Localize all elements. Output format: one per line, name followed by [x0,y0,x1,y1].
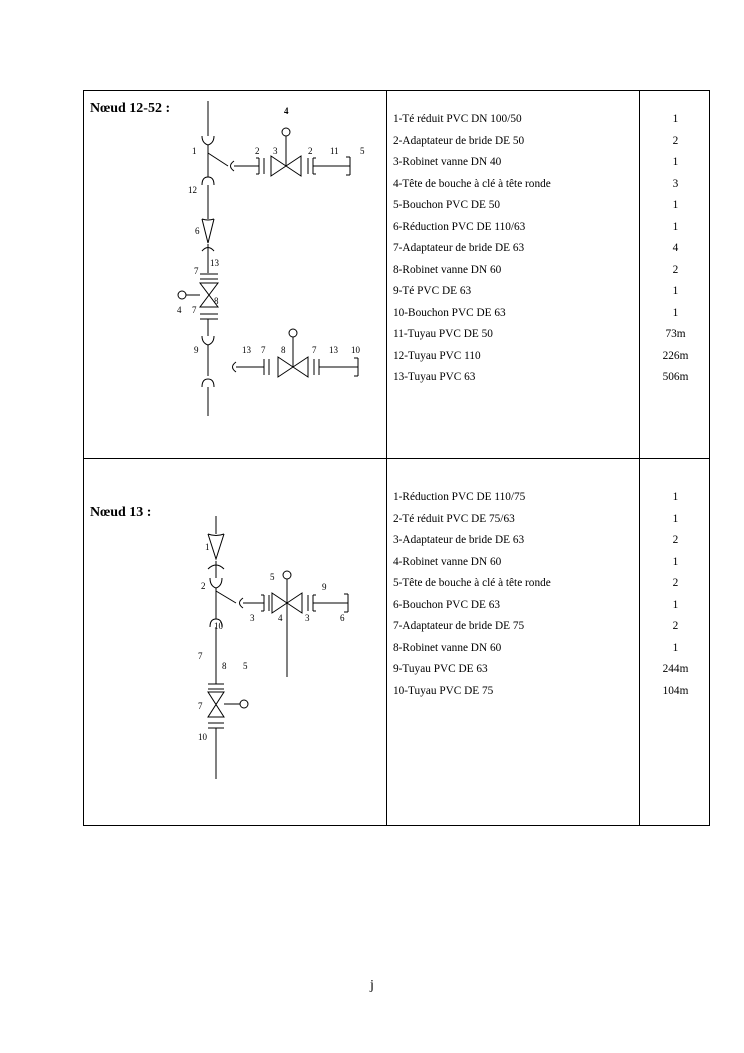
quantity: 1 [672,199,679,211]
list-item: 8-Robinet vanne DN 60 [393,641,502,654]
table-row [84,459,709,825]
quantity: 1 [672,641,679,654]
diagram-label: 5 [243,661,248,671]
diagram-label: 10 [351,345,360,355]
diagram-label: 13 [210,258,219,268]
list-item: 7-Adaptateur de bride DE 63 [393,242,525,254]
quantity: 1 [672,220,679,233]
item-list [393,487,638,702]
quantity: 1 [672,285,679,297]
list-item: 11-Tuyau PVC DE 50 [393,328,493,340]
list-item: 1-Té réduit PVC DN 100/50 [393,113,522,125]
diagram-label: 8 [214,296,219,306]
diagram-label: 3 [305,613,310,623]
quantity: 1 [672,491,679,503]
diagram-label: 4 [278,613,283,623]
quantity: 1 [672,306,679,319]
diagram-label: 13 [329,345,338,355]
diagram-label: 4 [284,106,289,116]
diagram-label: 9 [194,345,199,355]
list-item: 12-Tuyau PVC 110 [393,349,481,362]
pipe-diagram-node-12-52 [84,91,386,458]
diagram-label: 8 [222,661,227,671]
section-title: Nœud 12-52 : [90,101,171,116]
diagram-label: 4 [177,305,182,315]
quantity: 104m [662,684,689,697]
quantity-list [640,487,711,702]
diagram-label: 1 [205,542,210,552]
quantity: 1 [672,555,679,568]
diagram-label: 6 [340,613,345,623]
diagram-label: 7 [198,651,203,661]
diagram-label: 1 [192,146,197,156]
quantity: 1 [672,598,679,611]
list-item: 6-Réduction PVC DE 110/63 [393,220,526,233]
list-item: 13-Tuyau PVC 63 [393,371,476,383]
table-row [84,91,709,458]
quantity-list [640,109,711,389]
quantity: 244m [662,663,689,675]
quantity: 1 [672,512,679,525]
list-item: 4-Robinet vanne DN 60 [393,555,502,568]
list-item: 10-Tuyau PVC DE 75 [393,684,494,697]
quantity: 3 [672,177,679,190]
list-item: 3-Adaptateur de bride DE 63 [393,534,525,546]
quantity: 2 [672,134,679,147]
diagram-label: 2 [308,146,313,156]
diagram-label: 9 [322,582,327,592]
quantity: 1 [672,113,679,125]
list-item: 8-Robinet vanne DN 60 [393,263,502,276]
diagram-label: 2 [201,581,206,591]
list-item: 3-Robinet vanne DN 40 [393,156,502,168]
list-item: 1-Réduction PVC DE 110/75 [393,491,526,503]
list-item: 10-Bouchon PVC DE 63 [393,306,506,319]
diagram-label: 10 [214,621,223,631]
quantity: 2 [672,263,679,276]
list-item: 6-Bouchon PVC DE 63 [393,598,501,611]
list-item: 2-Adaptateur de bride DE 50 [393,134,525,147]
quantity: 506m [662,371,689,383]
diagram-label: 5 [270,572,275,582]
list-item: 9-Tuyau PVC DE 63 [393,663,488,675]
diagram-label: 13 [242,345,251,355]
page-number: j [370,978,374,993]
diagram-label: 12 [188,185,197,195]
list-item: 7-Adaptateur de bride DE 75 [393,620,525,632]
list-item: 5-Tête de bouche à clé à tête ronde [393,577,551,589]
quantity: 1 [672,156,679,168]
diagram-label: 5 [360,146,365,156]
quantity: 226m [662,349,689,362]
diagram-label: 8 [281,345,286,355]
item-list [393,109,638,389]
quantity: 4 [672,242,679,254]
quantity: 2 [672,620,679,632]
list-item: 2-Té réduit PVC DE 75/63 [393,512,515,525]
section-title: Nœud 13 : [90,505,152,520]
quantity: 2 [672,534,679,546]
equipment-table [83,90,710,826]
diagram-label: 7 [198,701,203,711]
diagram-label: 10 [198,732,207,742]
list-item: 4-Tête de bouche à clé à tête ronde [393,177,551,190]
diagram-label: 7 [192,305,197,315]
diagram-label: 7 [194,266,199,276]
pipe-diagram-node-13 [84,459,386,825]
quantity: 73m [665,328,686,340]
diagram-label: 3 [273,146,278,156]
list-item: 9-Té PVC DE 63 [393,285,472,297]
diagram-label: 3 [250,613,255,623]
diagram-label: 11 [330,146,339,156]
diagram-label: 6 [195,226,200,236]
diagram-label: 2 [255,146,260,156]
quantity: 2 [672,577,679,589]
diagram-label: 7 [261,345,266,355]
list-item: 5-Bouchon PVC DE 50 [393,199,501,211]
diagram-label: 7 [312,345,317,355]
